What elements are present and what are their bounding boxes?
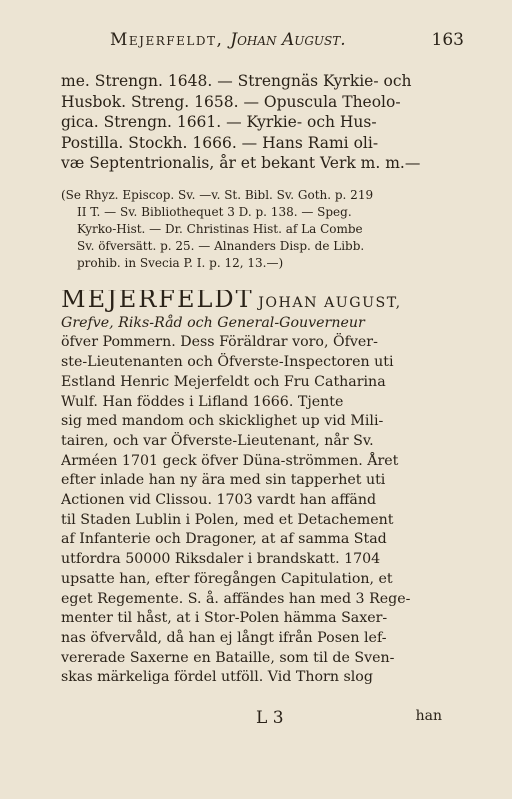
reference-line: (Se Rhyz. Episcop. Sv. —v. St. Bibl. Sv. Goth. p. 219 [61, 188, 374, 202]
text-line: utfordra 50000 Riksdaler i brandskatt. 1704 [61, 551, 381, 568]
text-line: sig med mandom och skicklighet up vid Mili- [61, 413, 384, 430]
article-initial: MEJERFELDT [61, 290, 254, 313]
text-line: Estland Henric Mejerfeldt och Fru Catharina [61, 373, 386, 390]
page-number: 163 [431, 30, 464, 50]
reference-line: prohib. in Svecia P. I. p. 12, 13.—) [77, 256, 284, 270]
references-note [61, 187, 441, 272]
text-line: öfver Pommern. Dess Föräldrar voro, Öfver- [61, 334, 378, 351]
text-line: ste-Lieutenanten och Öfverste-Inspectoren uti [61, 354, 394, 371]
text-line: eget Regemente. S. å. affändes han med 3 Rege- [61, 590, 411, 607]
text-line: Arméen 1701 geck öfver Düna-strömmen. Året [61, 452, 399, 469]
reference-line: Kyrko-Hist. — Dr. Christinas Hist. af La Combe [77, 222, 363, 236]
text-line: vererade Saxerne en Bataille, som til de Sven- [61, 649, 395, 666]
article-heading [61, 290, 441, 314]
catchword: han [415, 708, 442, 724]
text-line: me. Strengn. 1648. — Strengnäs Kyrkie- och [61, 72, 412, 90]
text-line: Postilla. Stockh. 1666. — Hans Rami oli- [61, 133, 379, 152]
text-line: af Infanterie och Dragoner, at af samma Stad [61, 531, 387, 548]
text-line: menter til håst, at i Stor-Polen hämma Saxer- [61, 610, 388, 627]
text-line: skas märkeliga fördel utföll. Vid Thorn slog [61, 669, 373, 686]
text-line: nas öfvervåld, då han ej långt ifrån Posen lef- [61, 629, 387, 646]
text-line: Actionen vid Clissou. 1703 vardt han affänd [61, 492, 377, 509]
text-line: Wulf. Han föddes i Lifland 1666. Tjente [61, 393, 344, 410]
running-title-text: Mejerfeldt, [110, 30, 224, 50]
text-line: Husbok. Streng. 1658. — Opuscula Theolo- [61, 92, 401, 111]
text-line: Grefve, Riks-Råd och General-Gouverneur [61, 314, 365, 331]
text-line: væ Septentrionalis, år et bekant Verk m. m.— [61, 154, 421, 172]
reference-line: Sv. öfversätt. p. 25. — Alnanders Disp. de Libb. [77, 239, 365, 253]
running-head [110, 30, 464, 50]
continuation-paragraph [61, 71, 441, 174]
text-line: upsatte han, efter föregången Capitulation, et [61, 570, 393, 587]
signature-mark: L 3 [256, 708, 284, 728]
running-title [110, 30, 346, 50]
text-line: gica. Strengn. 1661. — Kyrkie- och Hus- [61, 113, 377, 131]
article-entry [61, 290, 441, 688]
running-name: Johan August. [230, 30, 346, 50]
text-line: tairen, och var Öfverste-Lieutenant, når Sv. [61, 432, 374, 449]
reference-line: II T. — Sv. Bibliothequet 3 D. p. 138. — Speg. [77, 205, 352, 219]
text-line: til Staden Lublin i Polen, med et Detachement [61, 511, 394, 528]
text-line: efter inlade han ny ära med sin tapperhet uti [61, 472, 386, 489]
article-name: JOHAN AUGUST, [258, 295, 402, 311]
page-footer [60, 708, 442, 728]
